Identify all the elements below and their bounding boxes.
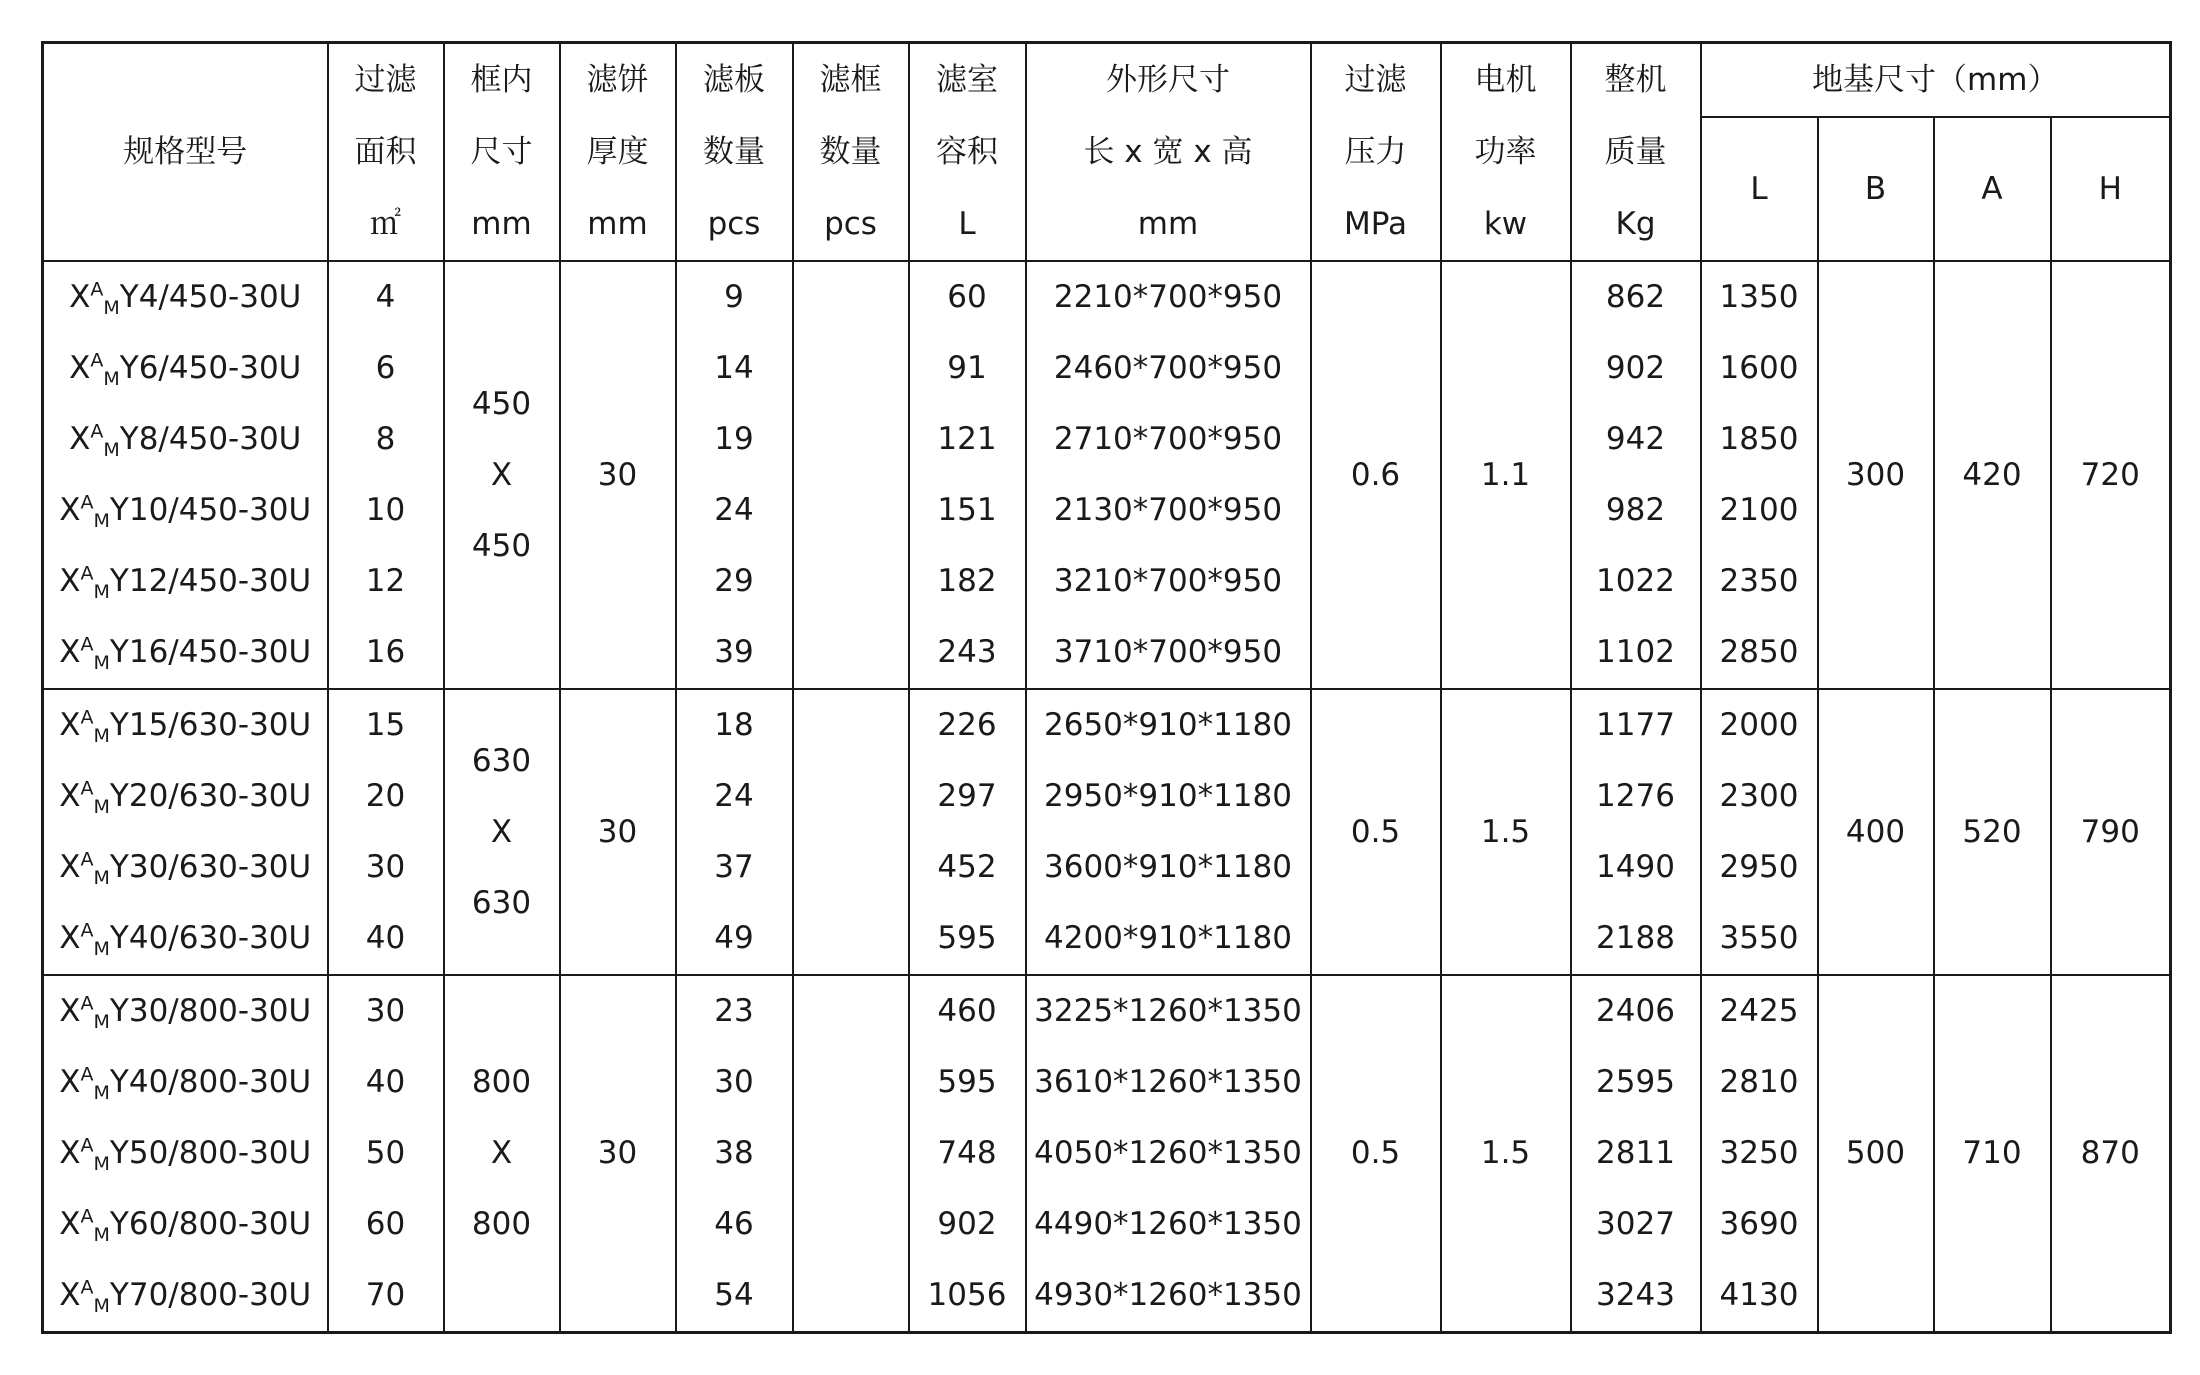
header-model: 规格型号 <box>43 43 328 262</box>
header-area: 过滤 面积 ㎡ <box>328 43 444 262</box>
area-cell: 15 <box>328 689 444 761</box>
area-cell: 12 <box>328 546 444 617</box>
foundation-l-cell: 1850 <box>1701 404 1818 475</box>
model-cell <box>43 689 328 761</box>
foundation-l-cell: 1350 <box>1701 261 1818 333</box>
model-subscript: M <box>93 938 110 961</box>
outline-size-cell: 2950*910*1180 <box>1026 761 1311 832</box>
area-cell: 16 <box>328 617 444 689</box>
frame-count-cell <box>793 1189 909 1260</box>
foundation-h-cell: 720 <box>2051 261 2171 689</box>
model-superscript: A <box>80 919 94 942</box>
chamber-volume-cell: 243 <box>909 617 1026 689</box>
model-cell <box>43 404 328 475</box>
machine-mass-cell: 1022 <box>1571 546 1701 617</box>
machine-mass-cell: 982 <box>1571 475 1701 546</box>
model-subscript: M <box>93 1224 110 1247</box>
outline-size-cell: 4200*910*1180 <box>1026 903 1311 975</box>
frame-size-part: 450 <box>471 527 532 564</box>
frame-size-part: 630 <box>471 742 532 779</box>
model-prefix: X <box>69 350 91 386</box>
model-prefix: X <box>59 920 81 956</box>
machine-mass-cell: 902 <box>1571 333 1701 404</box>
plate-count-cell: 49 <box>676 903 793 975</box>
frame-count-cell <box>793 832 909 903</box>
machine-mass-cell: 2406 <box>1571 975 1701 1047</box>
outline-size-cell: 2130*700*950 <box>1026 475 1311 546</box>
pressure-cell: 0.5 <box>1311 975 1441 1333</box>
frame-size-cell <box>444 975 560 1333</box>
model-subscript: M <box>93 725 110 748</box>
model-cell <box>43 1260 328 1333</box>
outline-size-cell: 4050*1260*1350 <box>1026 1118 1311 1189</box>
header-foundation-b: B <box>1818 117 1934 261</box>
model-subscript: M <box>93 796 110 819</box>
area-cell: 40 <box>328 1047 444 1118</box>
pressure-cell: 0.5 <box>1311 689 1441 975</box>
chamber-volume-cell: 595 <box>909 1047 1026 1118</box>
foundation-l-cell: 2000 <box>1701 689 1818 761</box>
machine-mass-cell: 1490 <box>1571 832 1701 903</box>
model-subscript: M <box>103 439 120 462</box>
motor-power-cell: 1.5 <box>1441 975 1571 1333</box>
model-prefix: X <box>59 634 81 670</box>
outline-size-cell: 3710*700*950 <box>1026 617 1311 689</box>
table-header <box>43 43 2171 262</box>
foundation-b-cell: 300 <box>1818 261 1934 689</box>
model-superscript: A <box>80 633 94 656</box>
foundation-l-cell: 4130 <box>1701 1260 1818 1333</box>
table-row <box>43 689 2171 761</box>
header-outline-size: 外形尺寸 长 x 宽 x 高 mm <box>1026 43 1311 262</box>
header-plate-count: 滤板 数量 pcs <box>676 43 793 262</box>
frame-count-cell <box>793 617 909 689</box>
model-cell <box>43 1118 328 1189</box>
model-cell <box>43 1189 328 1260</box>
foundation-l-cell: 1600 <box>1701 333 1818 404</box>
model-superscript: A <box>80 491 94 514</box>
model-subscript: M <box>93 652 110 675</box>
model-suffix: Y15/630-30U <box>109 707 312 743</box>
model-prefix: X <box>59 778 81 814</box>
frame-size-part: 800 <box>471 1064 532 1100</box>
model-subscript: M <box>93 1082 110 1105</box>
model-cell <box>43 333 328 404</box>
chamber-volume-cell: 297 <box>909 761 1026 832</box>
foundation-l-cell: 3250 <box>1701 1118 1818 1189</box>
header-frame-count: 滤框 数量 pcs <box>793 43 909 262</box>
header-motor-power: 电机 功率 kw <box>1441 43 1571 262</box>
header-cake-thickness: 滤饼 厚度 mm <box>560 43 676 262</box>
model-cell <box>43 761 328 832</box>
foundation-l-cell: 2350 <box>1701 546 1818 617</box>
model-prefix: X <box>59 1206 81 1242</box>
outline-size-cell: 2210*700*950 <box>1026 261 1311 333</box>
frame-count-cell <box>793 761 909 832</box>
cake-thickness-cell: 30 <box>560 261 676 689</box>
model-prefix: X <box>59 1064 81 1100</box>
foundation-a-cell: 520 <box>1934 689 2051 975</box>
foundation-b-cell: 500 <box>1818 975 1934 1333</box>
model-prefix: X <box>69 279 91 315</box>
machine-mass-cell: 2595 <box>1571 1047 1701 1118</box>
pressure-cell: 0.6 <box>1311 261 1441 689</box>
chamber-volume-cell: 902 <box>909 1189 1026 1260</box>
model-prefix: X <box>59 1135 81 1171</box>
area-cell: 10 <box>328 475 444 546</box>
machine-mass-cell: 3243 <box>1571 1260 1701 1333</box>
model-prefix: X <box>59 849 81 885</box>
header-frame-size: 框内 尺寸 mm <box>444 43 560 262</box>
model-cell <box>43 903 328 975</box>
foundation-h-cell: 790 <box>2051 689 2171 975</box>
foundation-l-cell: 2950 <box>1701 832 1818 903</box>
outline-size-cell: 2710*700*950 <box>1026 404 1311 475</box>
outline-size-cell: 3610*1260*1350 <box>1026 1047 1311 1118</box>
area-cell: 6 <box>328 333 444 404</box>
foundation-l-cell: 2100 <box>1701 475 1818 546</box>
plate-count-cell: 30 <box>676 1047 793 1118</box>
cake-thickness-cell: 30 <box>560 975 676 1333</box>
header-foundation-a: A <box>1934 117 2051 261</box>
foundation-a-cell: 420 <box>1934 261 2051 689</box>
plate-count-cell: 24 <box>676 475 793 546</box>
model-suffix: Y60/800-30U <box>109 1206 312 1242</box>
chamber-volume-cell: 452 <box>909 832 1026 903</box>
model-superscript: A <box>90 278 104 301</box>
plate-count-cell: 46 <box>676 1189 793 1260</box>
model-superscript: A <box>80 992 94 1015</box>
model-suffix: Y50/800-30U <box>109 1135 312 1171</box>
model-prefix: X <box>59 563 81 599</box>
frame-size-part: 800 <box>471 1206 532 1242</box>
model-cell <box>43 1047 328 1118</box>
foundation-a-cell: 710 <box>1934 975 2051 1333</box>
plate-count-cell: 14 <box>676 333 793 404</box>
frame-count-cell <box>793 475 909 546</box>
spec-table <box>41 41 2172 1334</box>
cake-thickness-cell: 30 <box>560 689 676 975</box>
chamber-volume-cell: 151 <box>909 475 1026 546</box>
foundation-l-cell: 2850 <box>1701 617 1818 689</box>
model-cell <box>43 832 328 903</box>
model-subscript: M <box>93 1011 110 1034</box>
frame-count-cell <box>793 975 909 1047</box>
model-cell <box>43 975 328 1047</box>
machine-mass-cell: 3027 <box>1571 1189 1701 1260</box>
plate-count-cell: 9 <box>676 261 793 333</box>
frame-size-stack <box>445 385 559 564</box>
model-prefix: X <box>59 1277 81 1313</box>
model-suffix: Y30/800-30U <box>109 993 312 1029</box>
frame-count-cell <box>793 333 909 404</box>
model-subscript: M <box>93 1153 110 1176</box>
area-cell: 50 <box>328 1118 444 1189</box>
foundation-l-cell: 2810 <box>1701 1047 1818 1118</box>
model-suffix: Y40/630-30U <box>109 920 312 956</box>
foundation-l-cell: 2425 <box>1701 975 1818 1047</box>
table-body <box>43 261 2171 1333</box>
plate-count-cell: 38 <box>676 1118 793 1189</box>
model-superscript: A <box>80 1134 94 1157</box>
model-suffix: Y30/630-30U <box>109 849 312 885</box>
model-suffix: Y70/800-30U <box>109 1277 312 1313</box>
chamber-volume-cell: 182 <box>909 546 1026 617</box>
table-row <box>43 975 2171 1047</box>
model-superscript: A <box>80 777 94 800</box>
header-foundation-l: L <box>1701 117 1818 261</box>
frame-size-stack <box>445 742 559 921</box>
outline-size-cell: 3210*700*950 <box>1026 546 1311 617</box>
model-suffix: Y40/800-30U <box>109 1064 312 1100</box>
machine-mass-cell: 1177 <box>1571 689 1701 761</box>
model-cell <box>43 475 328 546</box>
chamber-volume-cell: 1056 <box>909 1260 1026 1333</box>
machine-mass-cell: 1276 <box>1571 761 1701 832</box>
frame-size-part: X <box>490 813 513 850</box>
area-cell: 30 <box>328 975 444 1047</box>
model-superscript: A <box>80 848 94 871</box>
model-suffix: Y20/630-30U <box>109 778 312 814</box>
frame-size-cell <box>444 689 560 975</box>
area-cell: 70 <box>328 1260 444 1333</box>
model-superscript: A <box>90 420 104 443</box>
foundation-h-cell: 870 <box>2051 975 2171 1333</box>
model-prefix: X <box>59 993 81 1029</box>
header-machine-mass: 整机 质量 Kg <box>1571 43 1701 262</box>
model-suffix: Y10/450-30U <box>109 492 312 528</box>
frame-count-cell <box>793 546 909 617</box>
plate-count-cell: 54 <box>676 1260 793 1333</box>
area-cell: 20 <box>328 761 444 832</box>
model-superscript: A <box>80 706 94 729</box>
frame-count-cell <box>793 1260 909 1333</box>
plate-count-cell: 39 <box>676 617 793 689</box>
machine-mass-cell: 1102 <box>1571 617 1701 689</box>
model-prefix: X <box>59 707 81 743</box>
model-prefix: X <box>59 492 81 528</box>
frame-count-cell <box>793 261 909 333</box>
model-subscript: M <box>93 581 110 604</box>
chamber-volume-cell: 60 <box>909 261 1026 333</box>
model-superscript: A <box>80 1276 94 1299</box>
plate-count-cell: 23 <box>676 975 793 1047</box>
area-cell: 4 <box>328 261 444 333</box>
frame-size-cell <box>444 261 560 689</box>
chamber-volume-cell: 121 <box>909 404 1026 475</box>
foundation-l-cell: 2300 <box>1701 761 1818 832</box>
frame-size-part: 630 <box>471 884 532 921</box>
foundation-l-cell: 3550 <box>1701 903 1818 975</box>
model-subscript: M <box>103 297 120 320</box>
model-cell <box>43 546 328 617</box>
frame-size-part: X <box>490 456 513 493</box>
model-cell <box>43 617 328 689</box>
plate-count-cell: 37 <box>676 832 793 903</box>
motor-power-cell: 1.5 <box>1441 689 1571 975</box>
frame-count-cell <box>793 903 909 975</box>
model-suffix: Y6/450-30U <box>119 350 302 386</box>
model-superscript: A <box>80 562 94 585</box>
header-chamber-volume: 滤室 容积 L <box>909 43 1026 262</box>
model-superscript: A <box>80 1063 94 1086</box>
frame-size-part: X <box>490 1135 513 1171</box>
outline-size-cell: 2460*700*950 <box>1026 333 1311 404</box>
model-subscript: M <box>93 510 110 533</box>
outline-size-cell: 3225*1260*1350 <box>1026 975 1311 1047</box>
outline-size-cell: 2650*910*1180 <box>1026 689 1311 761</box>
plate-count-cell: 24 <box>676 761 793 832</box>
model-subscript: M <box>93 867 110 890</box>
machine-mass-cell: 2188 <box>1571 903 1701 975</box>
frame-size-part: 450 <box>471 385 532 422</box>
outline-size-cell: 4930*1260*1350 <box>1026 1260 1311 1333</box>
model-subscript: M <box>93 1295 110 1318</box>
header-foundation-h: H <box>2051 117 2171 261</box>
chamber-volume-cell: 226 <box>909 689 1026 761</box>
model-subscript: M <box>103 368 120 391</box>
foundation-b-cell: 400 <box>1818 689 1934 975</box>
outline-size-cell: 4490*1260*1350 <box>1026 1189 1311 1260</box>
area-cell: 30 <box>328 832 444 903</box>
machine-mass-cell: 862 <box>1571 261 1701 333</box>
machine-mass-cell: 2811 <box>1571 1118 1701 1189</box>
model-suffix: Y8/450-30U <box>119 421 302 457</box>
plate-count-cell: 18 <box>676 689 793 761</box>
chamber-volume-cell: 460 <box>909 975 1026 1047</box>
model-suffix: Y12/450-30U <box>109 563 312 599</box>
area-cell: 60 <box>328 1189 444 1260</box>
header-pressure: 过滤 压力 MPa <box>1311 43 1441 262</box>
motor-power-cell: 1.1 <box>1441 261 1571 689</box>
chamber-volume-cell: 748 <box>909 1118 1026 1189</box>
header-foundation: 地基尺寸（mm） <box>1701 43 2171 118</box>
chamber-volume-cell: 91 <box>909 333 1026 404</box>
model-suffix: Y16/450-30U <box>109 634 312 670</box>
plate-count-cell: 19 <box>676 404 793 475</box>
outline-size-cell: 3600*910*1180 <box>1026 832 1311 903</box>
model-prefix: X <box>69 421 91 457</box>
model-cell <box>43 261 328 333</box>
frame-count-cell <box>793 1118 909 1189</box>
frame-count-cell <box>793 1047 909 1118</box>
frame-count-cell <box>793 404 909 475</box>
model-superscript: A <box>90 349 104 372</box>
plate-count-cell: 29 <box>676 546 793 617</box>
foundation-l-cell: 3690 <box>1701 1189 1818 1260</box>
chamber-volume-cell: 595 <box>909 903 1026 975</box>
frame-count-cell <box>793 689 909 761</box>
machine-mass-cell: 942 <box>1571 404 1701 475</box>
frame-size-stack <box>445 1064 559 1242</box>
area-cell: 40 <box>328 903 444 975</box>
model-suffix: Y4/450-30U <box>119 279 302 315</box>
area-cell: 8 <box>328 404 444 475</box>
table-row <box>43 261 2171 333</box>
model-superscript: A <box>80 1205 94 1228</box>
